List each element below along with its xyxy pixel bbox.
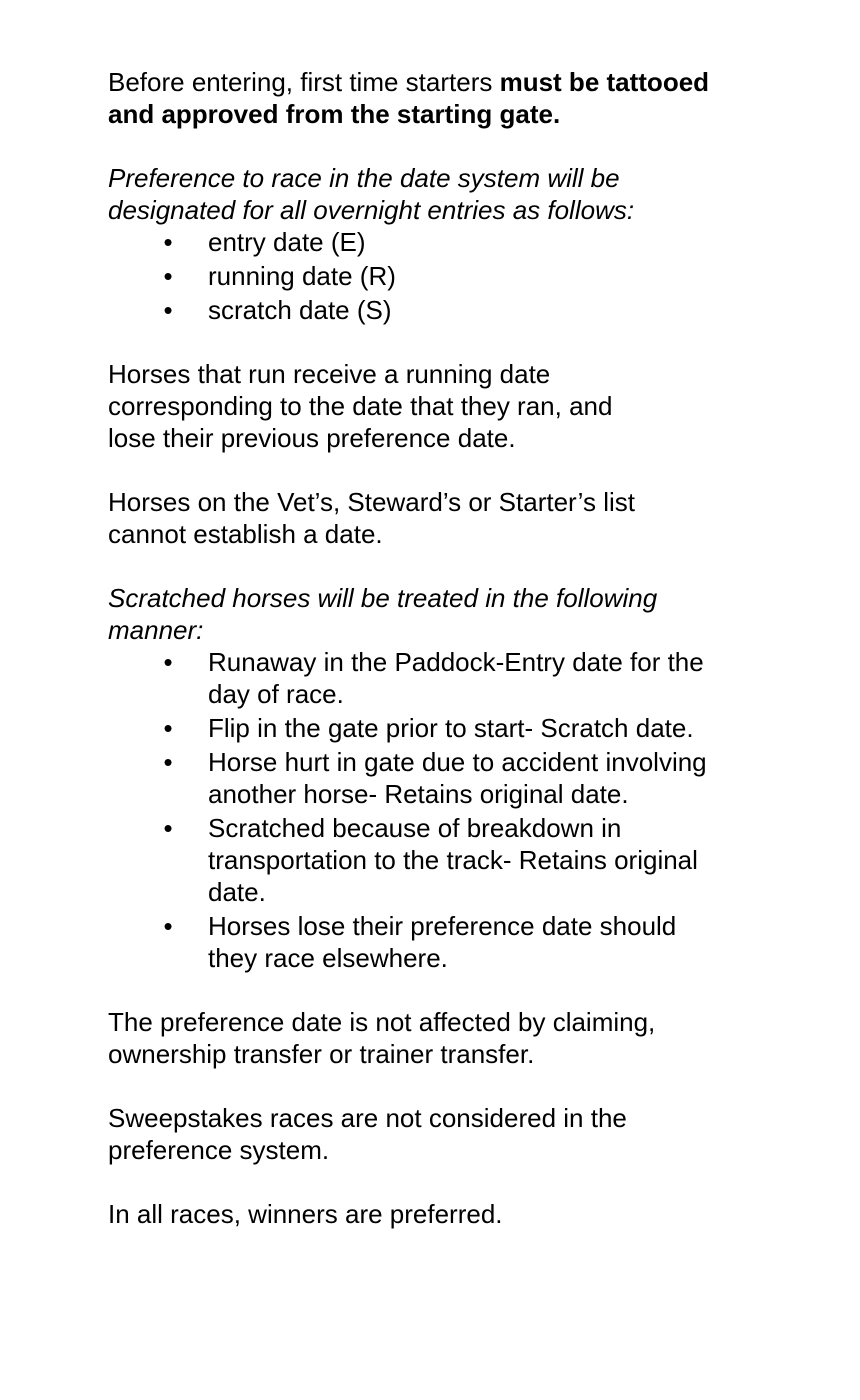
lists-line-1: Horses on the Vet’s, Steward’s or Starter’s list	[108, 487, 635, 517]
intro-line-1	[108, 66, 808, 98]
preference-intro	[108, 162, 808, 226]
bullet-icon: •	[163, 813, 173, 843]
bullet-icon: •	[163, 747, 173, 777]
list-item	[108, 646, 808, 710]
sweepstakes-line-1: Sweepstakes races are not considered in the	[108, 1103, 627, 1133]
list-item-text: another horse- Retains original date.	[208, 779, 629, 809]
lists-line-2: cannot establish a date.	[108, 519, 383, 549]
intro-bold-text-1: must be tattooed	[499, 67, 710, 97]
list-item-text: day of race.	[208, 679, 344, 709]
claiming-paragraph	[108, 1006, 808, 1070]
list-item	[108, 294, 808, 326]
scratched-list	[108, 646, 808, 974]
sweepstakes-line-2: preference system.	[108, 1135, 330, 1165]
running-paragraph	[108, 358, 808, 454]
bullet-icon: •	[163, 911, 173, 941]
bullet-icon: •	[163, 647, 173, 677]
intro-normal-text: Before entering, first time starters	[108, 67, 500, 97]
document-page	[108, 66, 808, 1262]
list-item-text: scratch date (S)	[208, 295, 392, 325]
preference-intro-line-2: designated for all overnight entries as follows:	[108, 195, 635, 225]
running-line-1: Horses that run receive a running date	[108, 359, 551, 389]
running-line-2: corresponding to the date that they ran, and	[108, 391, 613, 421]
sweepstakes-paragraph	[108, 1102, 808, 1166]
list-item	[108, 226, 808, 258]
preference-intro-line-1: Preference to race in the date system will be	[108, 163, 620, 193]
list-item-text: running date (R)	[208, 261, 396, 291]
bullet-icon: •	[163, 713, 173, 743]
list-item-text: date.	[208, 877, 266, 907]
intro-paragraph	[108, 66, 808, 130]
intro-bold-text-2: and approved from the starting gate.	[108, 99, 561, 129]
bullet-icon: •	[163, 295, 173, 325]
list-item-text: entry date (E)	[208, 227, 366, 257]
claiming-line-1: The preference date is not affected by claiming,	[108, 1007, 656, 1037]
scratched-intro	[108, 582, 808, 646]
list-item	[108, 910, 808, 974]
lists-paragraph	[108, 486, 808, 550]
winners-paragraph	[108, 1198, 808, 1230]
list-item-text: Runaway in the Paddock-Entry date for the	[208, 647, 704, 677]
list-item-text: Scratched because of breakdown in	[208, 813, 622, 843]
list-item-text: Flip in the gate prior to start- Scratch date.	[208, 713, 694, 743]
list-item	[108, 260, 808, 292]
bullet-icon: •	[163, 261, 173, 291]
bullet-icon: •	[163, 227, 173, 257]
list-item-text: Horse hurt in gate due to accident involving	[208, 747, 707, 777]
list-item	[108, 812, 808, 908]
list-item-text: transportation to the track- Retains original	[208, 845, 698, 875]
claiming-line-2: ownership transfer or trainer transfer.	[108, 1039, 535, 1069]
list-item-text: Horses lose their preference date should	[208, 911, 677, 941]
running-line-3: lose their previous preference date.	[108, 423, 516, 453]
scratched-intro-line-1: Scratched horses will be treated in the following	[108, 583, 658, 613]
scratched-intro-line-2: manner:	[108, 615, 204, 645]
winners-line-1: In all races, winners are preferred.	[108, 1199, 503, 1229]
list-item-text: they race elsewhere.	[208, 943, 448, 973]
preference-list	[108, 226, 808, 326]
list-item	[108, 712, 808, 744]
list-item	[108, 746, 808, 810]
